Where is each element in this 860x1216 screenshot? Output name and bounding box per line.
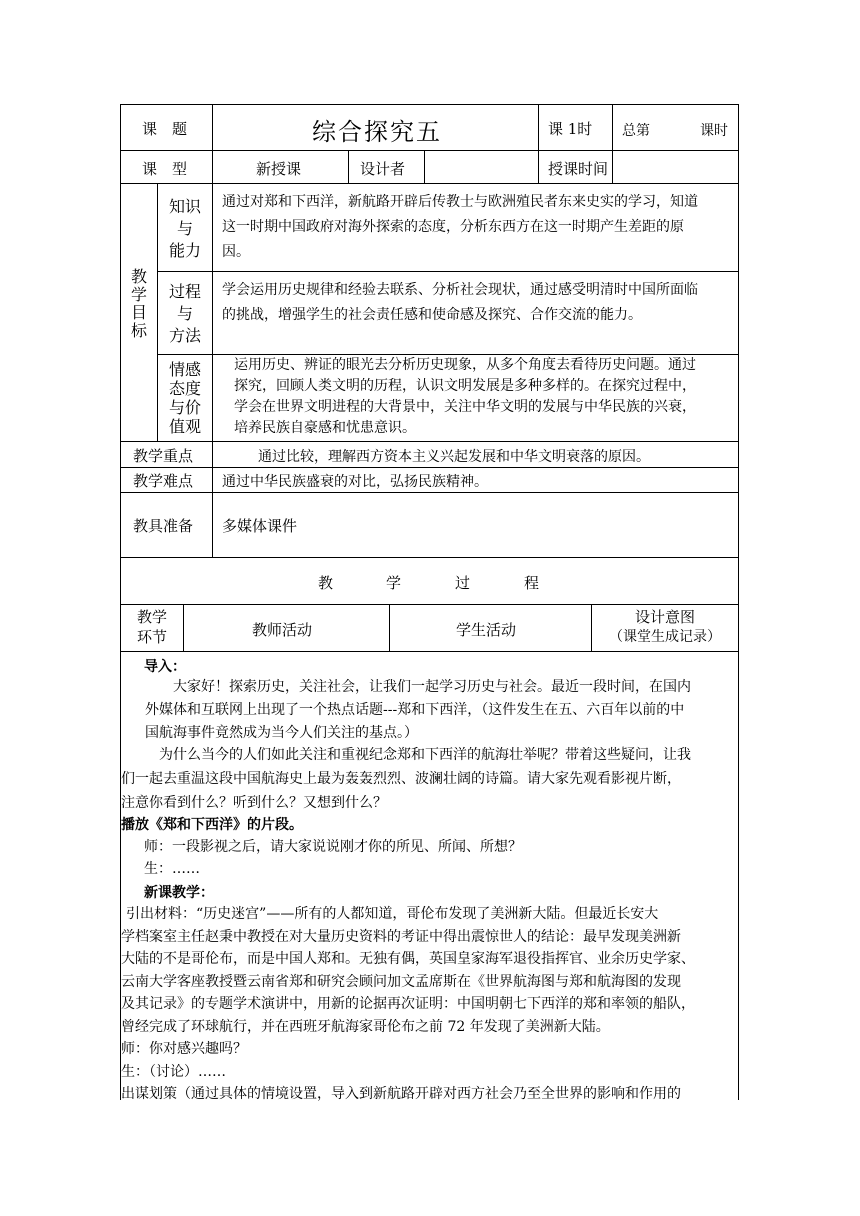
col-divider [389, 604, 390, 651]
type-label: 课 型 [142, 160, 188, 178]
col-divider [348, 150, 349, 183]
teacher-question-2: 师：你对感兴趣吗？ [121, 1041, 247, 1057]
col-divider [612, 104, 613, 183]
new-lesson-heading: 新课教学： [144, 885, 214, 901]
student-answer-1: 生：…… [144, 861, 200, 877]
intro-heading: 导入： [144, 659, 186, 675]
process-heading-char: 教 [318, 574, 334, 592]
stage-column-header: 教学 环节 [136, 608, 167, 646]
material-paragraph: 引出材料：“历史迷宫”——所有的人都知道，哥伦布发现了美洲新大陆。但最近长安大 学档案室主任赵秉中教授在对大量历史资料的考证中得出震惊世人的结论：最早发现美洲新 大陆的不是哥伦布，而是中国人郑和。无独有偶，英国皇家海军退役指挥官、业余历史学家、 云南大学客座教授暨云南省郑和研究会顾问加文孟席斯在《世界航海图与郑和航海图的发现 及其记录》的专题学术演讲中，用新的论据再次证明：中国明朝七下西洋的郑和率领的船队， 曾经完成了环球航行，并在西班牙航海家哥伦布之前 72 年发现了美洲新大陆。 [121, 906, 695, 1035]
process-label: 过程 与 方法 [168, 282, 201, 345]
total-suffix: 课时 [700, 123, 728, 139]
col-divider [183, 604, 184, 651]
hours-label: 课 1时 [548, 120, 593, 138]
objectives-group-label: 教 学 目 标 [130, 267, 147, 340]
teacher-column-header: 教师活动 [252, 621, 313, 639]
total-label: 总第 [622, 123, 650, 139]
designer-label: 设计者 [360, 160, 406, 178]
intro-paragraph-1: 大家好！探索历史，关注社会，让我们一起学习历史与社会。最近一段时间，在国内 外媒体和互联网上出现了一个热点话题---郑和下西洋，（这件发生在五、六百年以前的中 国航海事件竟然成为当今人们关注的基点。） [145, 679, 691, 741]
row-divider [120, 604, 739, 605]
process-heading-char: 程 [524, 574, 540, 592]
difficulty-text: 通过中华民族盛衰的对比，弘扬民族精神。 [222, 474, 488, 490]
play-clip-line: 播放《郑和下西洋》的片段。 [121, 817, 303, 833]
process-text: 学会运用历史规律和经验去联系、分析社会现状，通过感受明清时中国所面临 的挑战，增强学生的社会责任感和使命感及探究、合作交流的能力。 [222, 282, 698, 323]
process-heading-char: 学 [386, 574, 402, 592]
intent-column-header: 设计意图 （课堂生成记录） [609, 608, 721, 645]
emotion-text: 运用历史、辨证的眼光去分析历史现象，从多个角度去看待历史问题。通过 探究，回顾人类文明的历程，认识文明发展是多种多样的。在探究过程中， 学会在世界文明进程的大背景中，关注中华文明的发展与中华民族的兴衰， 培养民族自豪感和忧患意识。 [234, 357, 696, 436]
col-divider [424, 150, 425, 183]
class-time-label: 授课时间 [548, 160, 609, 178]
difficulty-label: 教学难点 [133, 472, 194, 490]
row-divider [120, 557, 739, 558]
topic-label: 课 题 [142, 120, 188, 138]
knowledge-text: 通过对郑和下西洋，新航路开辟后传教士与欧洲殖民者东来史实的学习，知道 这一时期中国政府对海外探索的态度，分析东西方在这一时期产生差距的原 因。 [222, 194, 698, 260]
col-divider [212, 104, 213, 183]
type-value: 新授课 [256, 160, 302, 178]
student-column-header: 学生活动 [456, 621, 517, 639]
tools-text: 多媒体课件 [222, 517, 298, 535]
key-point-text: 通过比较，理解西方资本主义兴起发展和中华文明衰落的原因。 [258, 449, 650, 465]
col-divider [157, 183, 158, 441]
col-divider [212, 183, 213, 557]
row-divider [157, 271, 739, 272]
emotion-label: 情感 态度 与价 值观 [168, 360, 201, 436]
intro-paragraph-2: 为什么当今的人们如此关注和重视纪念郑和下西洋的航海壮举呢？带着这些疑问，让我 们一起去重温这段中国航海史上最为轰轰烈烈、波澜壮阔的诗篇。请大家先观看影视片断， 注意你看到什么？听到什么？又想到什么？ [121, 747, 691, 811]
strategy-line: 出谋划策（通过具体的情境设置，导入到新航路开辟对西方社会乃至全世界的影响和作用的 [121, 1086, 681, 1102]
key-point-label: 教学重点 [133, 447, 194, 465]
col-divider [538, 104, 539, 183]
process-heading-char: 过 [455, 574, 471, 592]
page-title: 综合探究五 [312, 118, 442, 146]
teacher-question-1: 师：一段影视之后，请大家说说刚才你的所见、所闻、所想？ [144, 839, 522, 855]
tools-label: 教具准备 [133, 517, 194, 535]
student-answer-2: 生：（讨论）…… [121, 1064, 226, 1080]
row-divider [120, 651, 739, 652]
knowledge-label: 知识 与 能力 [168, 197, 201, 260]
table-border-right [738, 104, 739, 1100]
